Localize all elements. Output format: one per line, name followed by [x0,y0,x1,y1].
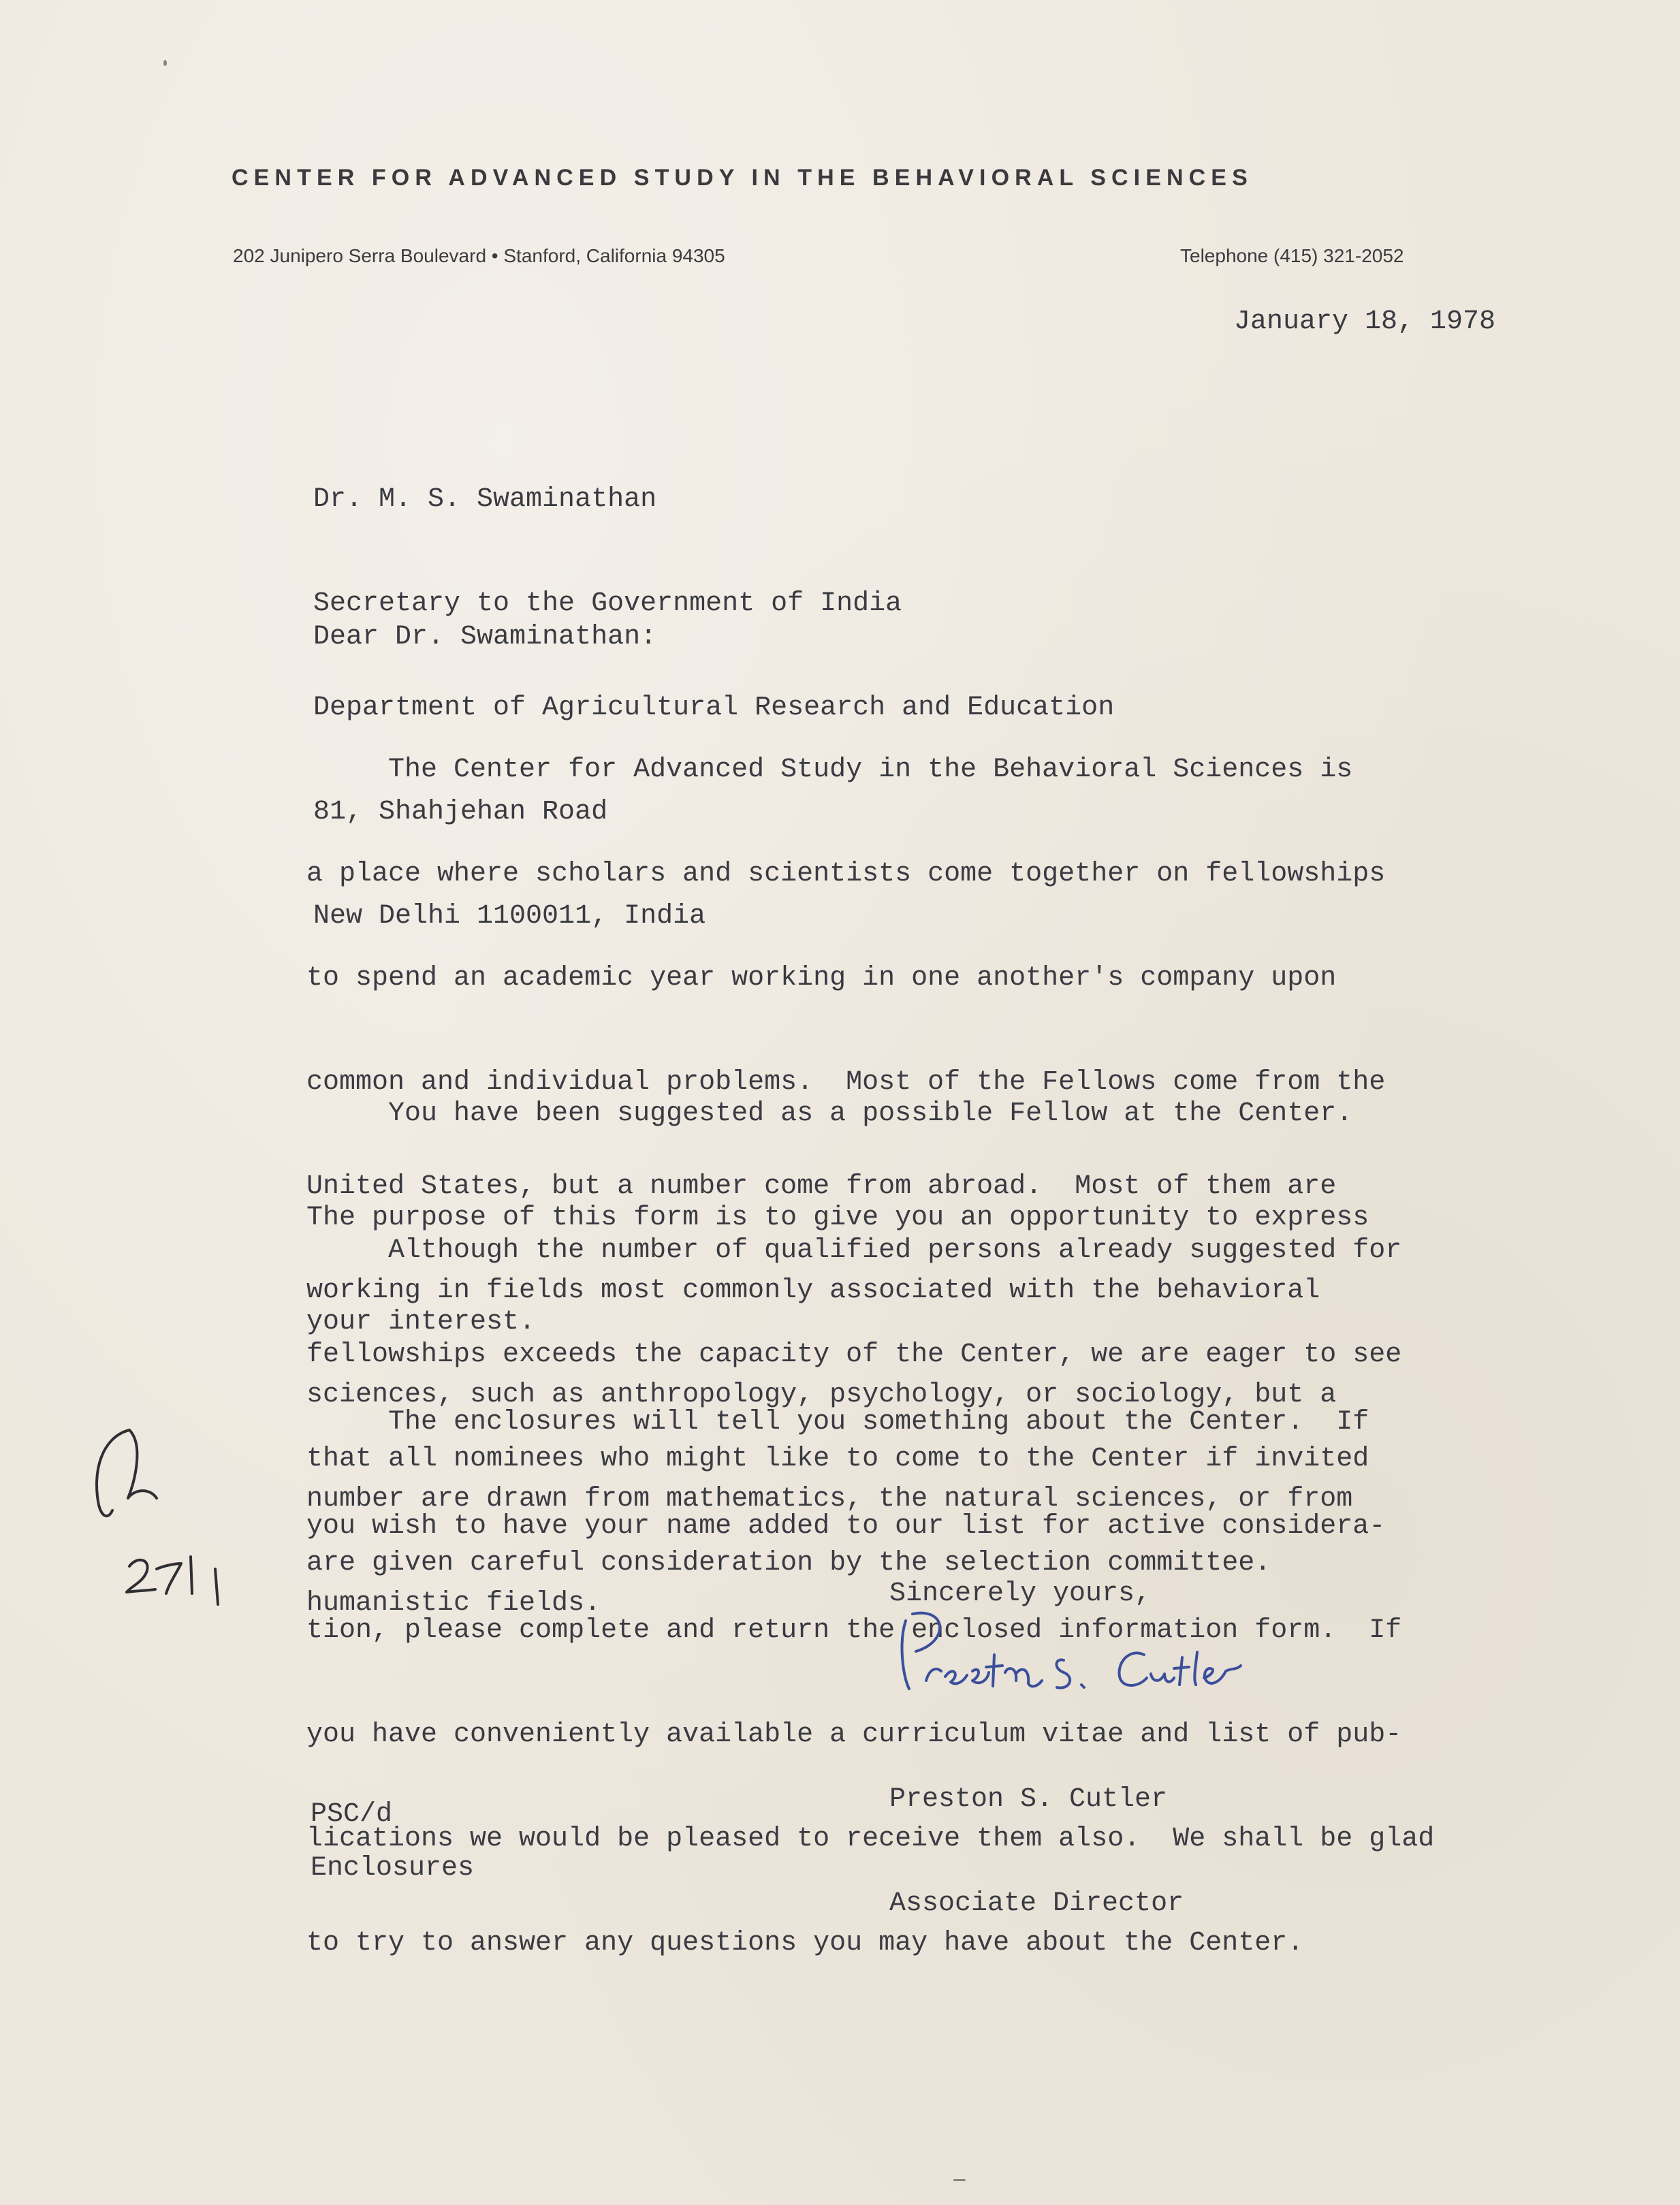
salutation: Dear Dr. Swaminathan: [313,622,657,652]
paragraph-line: working in fields most commonly associated with the behavioral [306,1275,1320,1306]
paragraph-line: number are drawn from mathematics, the natural sciences, or from [306,1484,1353,1514]
paragraph-line: lications we would be pleased to receive them also. We shall be glad [306,1824,1435,1854]
paragraph-line: You have been suggested as a possible Fellow at the Center. [306,1098,1353,1129]
paragraph-line: common and individual problems. Most of the Fellows come from the [306,1067,1386,1098]
paragraph-line: a place where scholars and scientists come together on fellowships [306,859,1386,889]
paper-speck [163,60,167,66]
paragraph-line: that all nominees who might like to come to the Center if invited [306,1444,1369,1474]
letter-date: January 18, 1978 [1234,306,1496,337]
paragraph-line: your interest. [306,1307,536,1337]
closing: Sincerely yours, [889,1579,1152,1609]
signatory-block [889,1713,1184,1956]
paragraph-line: humanistic fields. [306,1588,601,1619]
paragraph-line: Although the number of qualified persons already suggested for [306,1235,1402,1266]
paper-speck [953,2179,966,2181]
paragraph-line: to spend an academic year working in one another's company upon [306,963,1337,994]
paragraph-line: to try to answer any questions you may have about the Center. [306,1928,1304,1958]
recipient-line: New Delhi 1100011, India [313,901,706,932]
paragraph-line: fellowships exceeds the capacity of the Center, we are eager to see [306,1339,1402,1370]
handwritten-signature [885,1600,1280,1709]
paragraph-line: you wish to have your name added to our list for active considera- [306,1511,1386,1542]
paragraph-line: The purpose of this form is to give you an opportunity to express [306,1203,1369,1233]
handwritten-margin-note [82,1423,259,1648]
paragraph-line: The Center for Advanced Study in the Behavioral Sciences is [306,755,1353,785]
recipient-line: 81, Shahjehan Road [313,797,608,827]
paragraph-line: you have conveniently available a curriculum vitae and list of pub- [306,1719,1402,1750]
letterhead-telephone: Telephone (415) 321-2052 [1180,245,1404,266]
recipient-line: Dr. M. S. Swaminathan [313,484,657,515]
recipient-line: Department of Agricultural Research and Education [313,693,1115,723]
paragraph-line: tion, please complete and return the enclosed information form. If [306,1615,1402,1646]
paragraph-line: are given careful consideration by the selection committee. [306,1548,1271,1579]
signatory-title: Associate Director [889,1888,1184,1919]
paragraph-line: The enclosures will tell you something about the Center. If [306,1407,1369,1438]
paragraph-line: sciences, such as anthropology, psychology, or sociology, but a [306,1380,1337,1410]
recipient-line: Secretary to the Government of India [313,588,902,619]
letterhead-address: 202 Junipero Serra Boulevard • Stanford, California 94305 [233,245,725,266]
signatory-name: Preston S. Cutler [889,1784,1168,1815]
enclosures-note: Enclosures [311,1853,475,1884]
paragraph-line: United States, but a number come from abroad. Most of them are [306,1171,1337,1202]
reference-initials: PSC/d [311,1799,393,1830]
letterhead-organization: CENTER FOR ADVANCED STUDY IN THE BEHAVIORAL SCIENCES [232,165,1253,191]
